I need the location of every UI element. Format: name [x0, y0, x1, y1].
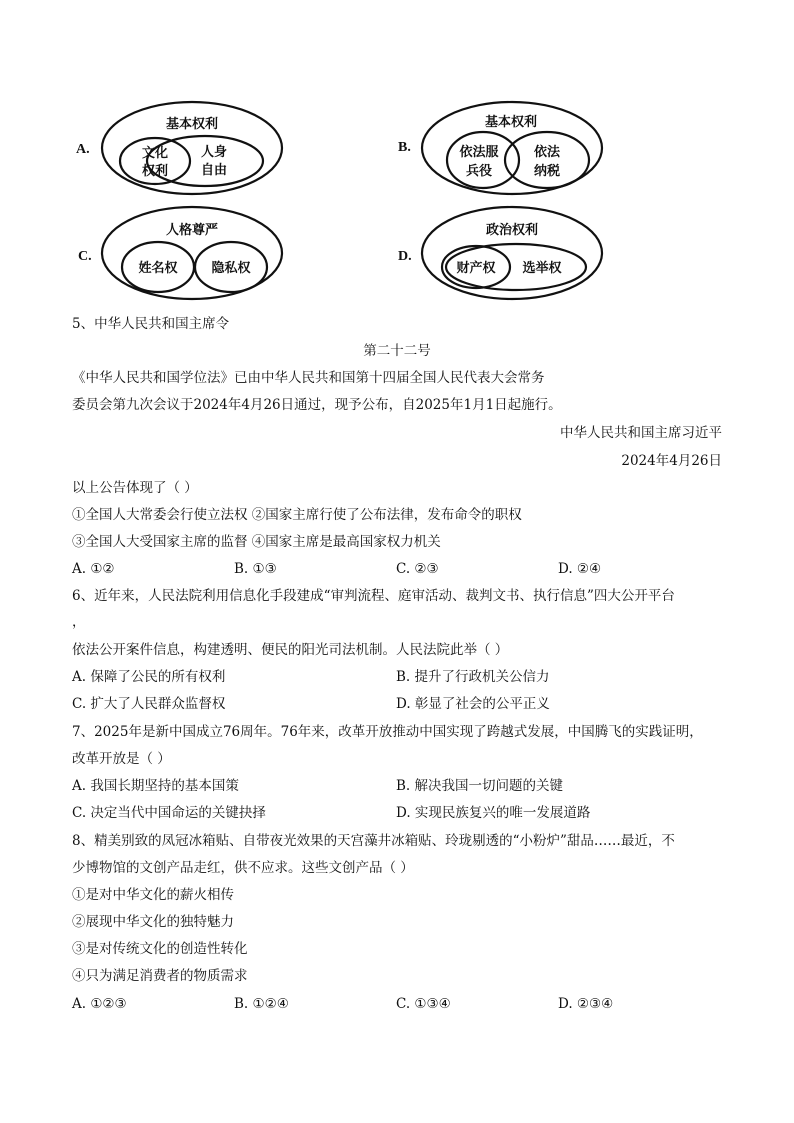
inner-left-label: 姓名权	[138, 261, 178, 276]
q6-option-d[interactable]: D. 彰显了社会的公平正义	[396, 696, 550, 712]
q6-stem-line-2: 依法公开案件信息，构建透明、便民的阳光司法机制。人民法院此举（ ）	[72, 642, 509, 658]
q6-option-b[interactable]: B. 提升了行政机关公信力	[396, 669, 550, 685]
q5-signer: 中华人民共和国主席习近平	[560, 425, 722, 441]
q8-item-3: ③是对传统文化的创造性转化	[72, 941, 248, 957]
option-letter: B.	[398, 140, 411, 155]
outer-label: 基本权利	[165, 117, 219, 132]
q6-option-c[interactable]: C. 扩大了人民群众监督权	[72, 696, 226, 712]
q8-option-d[interactable]: D. ②③④	[558, 996, 614, 1012]
q7-stem-line-1: 7、2025年是新中国成立76周年。76年来，改革开放推动中国实现了跨越式发展，中国腾飞的实践证明，	[72, 724, 703, 740]
q5-date: 2024年4月26日	[621, 453, 722, 469]
inner-left-label: 财产权	[456, 261, 496, 276]
q5-item-line-1: ①全国人大常委会行使立法权 ②国家主席行使了公布法律，发布命令的职权	[72, 507, 522, 523]
q5-order-number: 第二十二号	[363, 343, 431, 359]
outer-label: 基本权利	[484, 115, 538, 130]
q7-stem-line-2: 改革开放是（ ）	[72, 751, 171, 767]
q8-option-b[interactable]: B. ①②④	[234, 996, 289, 1012]
option-letter: D.	[398, 249, 412, 264]
q8-item-2: ②展现中华文化的独特魅力	[72, 914, 234, 930]
inner-left-label-2: 权利	[141, 164, 169, 179]
q8-stem-line-1: 8、精美别致的凤冠冰箱贴、自带夜光效果的天宫藻井冰箱贴、玲珑剔透的“小粉炉”甜品……最近，不	[72, 833, 675, 849]
q6-option-a[interactable]: A. 保障了公民的所有权利	[72, 669, 226, 685]
diagram-option-a	[70, 100, 290, 200]
inner-right-label-1: 依法	[533, 145, 561, 160]
q5-option-b[interactable]: B. ①③	[234, 561, 277, 577]
inner-left-label-2: 兵役	[465, 164, 493, 179]
q8-option-a[interactable]: A. ①②③	[72, 996, 127, 1012]
inner-right-label-2: 自由	[200, 163, 228, 178]
q5-question: 以上公告体现了（ ）	[72, 480, 198, 496]
inner-left-label-1: 文化	[141, 146, 169, 161]
option-letter: A.	[76, 142, 90, 157]
diagram-option-c	[70, 203, 290, 303]
q8-option-c[interactable]: C. ①③④	[396, 996, 451, 1012]
q8-item-1: ①是对中华文化的薪火相传	[72, 887, 234, 903]
q5-option-c[interactable]: C. ②③	[396, 561, 439, 577]
q5-option-d[interactable]: D. ②④	[558, 561, 602, 577]
inner-right-label: 隐私权	[211, 261, 251, 276]
q7-option-c[interactable]: C. 决定当代中国命运的关键抉择	[72, 805, 266, 821]
q6-stem-comma: ，	[72, 614, 86, 630]
outer-label: 政治权利	[485, 223, 539, 238]
q5-body-line-1: 《中华人民共和国学位法》已由中华人民共和国第十四届全国人民代表大会常务	[72, 370, 545, 386]
q8-stem-line-2: 少博物馆的文创产品走红，供不应求。这些文创产品（ ）	[72, 860, 414, 876]
inner-right-label: 选举权	[522, 261, 562, 276]
q5-item-line-2: ③全国人大受国家主席的监督 ④国家主席是最高国家权力机关	[72, 534, 441, 550]
q5-body-line-2: 委员会第九次会议于2024年4月26日通过，现予公布，自2025年1月1日起施行。	[72, 397, 562, 413]
outer-label: 人格尊严	[165, 223, 219, 238]
diagram-option-b	[394, 100, 614, 200]
q7-option-a[interactable]: A. 我国长期坚持的基本国策	[72, 778, 239, 794]
q8-item-4: ④只为满足消费者的物质需求	[72, 968, 248, 984]
inner-right-label-2: 纳税	[533, 164, 561, 179]
q5-stem: 5、中华人民共和国主席令	[72, 316, 230, 332]
diagram-option-d	[394, 203, 614, 303]
inner-right-label-1: 人身	[200, 145, 228, 160]
inner-left-label-1: 依法服	[459, 145, 499, 160]
q7-option-d[interactable]: D. 实现民族复兴的唯一发展道路	[396, 805, 591, 821]
q5-option-a[interactable]: A. ①②	[72, 561, 115, 577]
option-letter: C.	[78, 249, 92, 264]
q6-stem-line-1: 6、近年来，人民法院利用信息化手段建成“审判流程、庭审活动、裁判文书、执行信息”四大公开平台	[72, 588, 675, 604]
q7-option-b[interactable]: B. 解决我国一切问题的关键	[396, 778, 564, 794]
